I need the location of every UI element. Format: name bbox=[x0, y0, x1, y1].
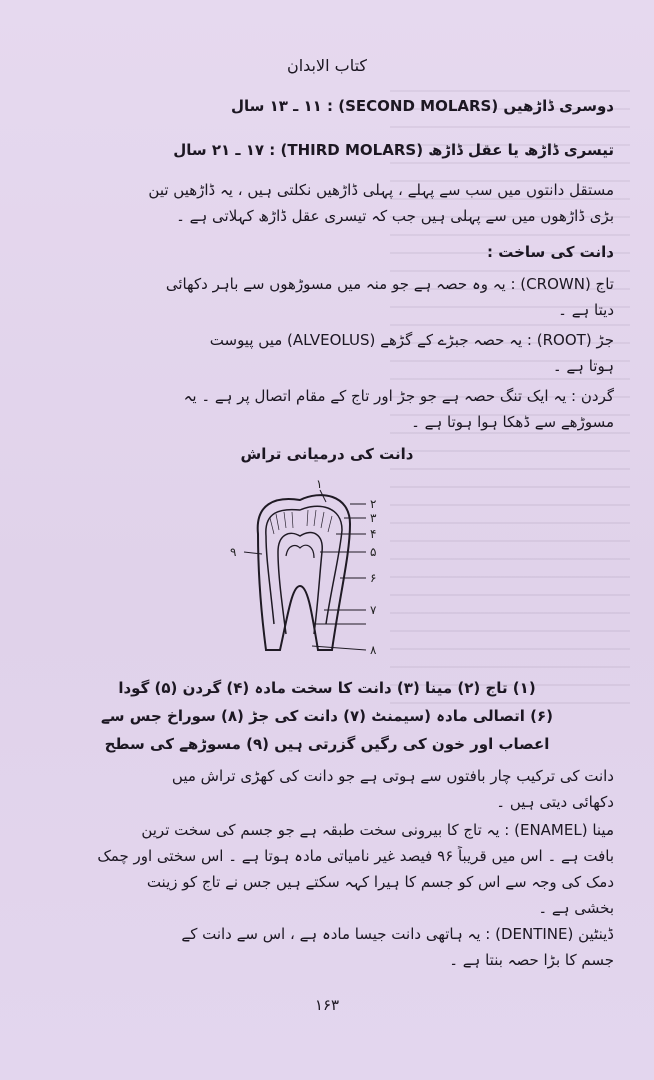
paragraph-line: ہوتا ہے ۔ bbox=[552, 357, 614, 375]
paragraph-line: بخشی ہے ۔ bbox=[538, 899, 614, 917]
diagram-label-9: ۹ bbox=[230, 545, 237, 559]
paragraph-line: ڈینٹین (DENTINE) : یہ ہاتھی دانت جیسا مادہ ہے ، اس سے دانت کے bbox=[181, 925, 614, 943]
diagram-label-3: ۳ bbox=[370, 511, 377, 525]
section-heading: دانت کی ساخت : bbox=[487, 243, 614, 261]
diagram-title: دانت کی درمیانی تراش bbox=[240, 445, 414, 463]
diagram-label-6: ۶ bbox=[370, 571, 377, 585]
second-molars-line: دوسری ڈاڑھیں (SECOND MOLARS) : ۱۱ ـ ۱۳ سال bbox=[230, 97, 614, 115]
diagram-legend-line: اعصاب اور خون کی رگیں گزرتی ہیں (۹) مسوڑھے کی سطح bbox=[104, 735, 550, 753]
tooth-cross-section-diagram bbox=[200, 474, 400, 660]
diagram-label-8: ۸ bbox=[370, 643, 377, 657]
paragraph-line: مستقل دانتوں میں سب سے پہلے ، پہلی ڈاڑھیں نکلتی ہیں ، یہ ڈاڑھیں تین bbox=[148, 181, 614, 199]
page-number: ۱۶۳ bbox=[314, 996, 340, 1014]
paragraph-line: جسم کا بڑا حصہ بنتا ہے ۔ bbox=[449, 951, 614, 969]
paragraph-line: دانت کی ترکیب چار بافتوں سے ہوتی ہے جو دانت کی کھڑی تراش میں bbox=[171, 767, 614, 785]
diagram-label-1: ۱ bbox=[316, 477, 323, 491]
paragraph-line: بافت ہے ۔ اس میں قریباً ۹۶ فیصد غیر نامیاتی مادہ ہوتا ہے ۔ اس سختی اور چمک bbox=[97, 847, 614, 865]
paragraph-line: گردن : یہ ایک تنگ حصہ ہے جو جڑ اور تاج کے مقام اتصال پر ہے ۔ یہ bbox=[183, 387, 614, 405]
paragraph-line: بڑی ڈاڑھوں میں سے پہلی ہیں جب کہ تیسری عقل ڈاڑھ کہلاتی ہے ۔ bbox=[176, 207, 614, 225]
paragraph-line: جڑ (ROOT) : یہ حصہ جبڑے کے گڑھے (ALVEOLUS) میں پیوست bbox=[209, 331, 614, 349]
diagram-legend-line: (۱) تاج (۲) مینا (۳) دانت کا سخت مادہ (۴) گردن (۵) گودا bbox=[118, 679, 536, 697]
paragraph-line: مینا (ENAMEL) : یہ تاج کا بیرونی سخت طبقہ ہے جو جسم کی سخت ترین bbox=[141, 821, 614, 839]
diagram-label-4: ۴ bbox=[370, 527, 377, 541]
diagram-label-5: ۵ bbox=[370, 545, 377, 559]
paragraph-line: دکھائی دیتی ہیں ۔ bbox=[496, 793, 614, 811]
paragraph-line: دیتا ہے ۔ bbox=[558, 301, 614, 319]
diagram-label-7: ۷ bbox=[370, 603, 377, 617]
third-molars-line: تیسری ڈاڑھ یا عقل ڈاڑھ (THIRD MOLARS) : ۱۷ ـ ۲۱ سال bbox=[173, 141, 614, 159]
running-header: کتاب الابدان bbox=[286, 56, 368, 75]
diagram-legend-line: (۶) اتصالی مادہ (سیمنٹ (۷) دانت کی جڑ (۸) سوراخ جس سے bbox=[101, 707, 553, 725]
paragraph-line: تاج (CROWN) : یہ وہ حصہ ہے جو منہ میں مسوڑھوں سے باہر دکھائی bbox=[165, 275, 614, 293]
diagram-label-2: ۲ bbox=[370, 497, 377, 511]
paragraph-line: مسوڑھے سے ڈھکا ہوا ہوتا ہے ۔ bbox=[411, 413, 614, 431]
tooth-diagram-svg bbox=[200, 474, 400, 660]
paragraph-line: دمک کی وجہ سے اس کو جسم کا ہیرا کہہ سکتے ہیں جس نے تاج کو زینت bbox=[146, 873, 614, 891]
